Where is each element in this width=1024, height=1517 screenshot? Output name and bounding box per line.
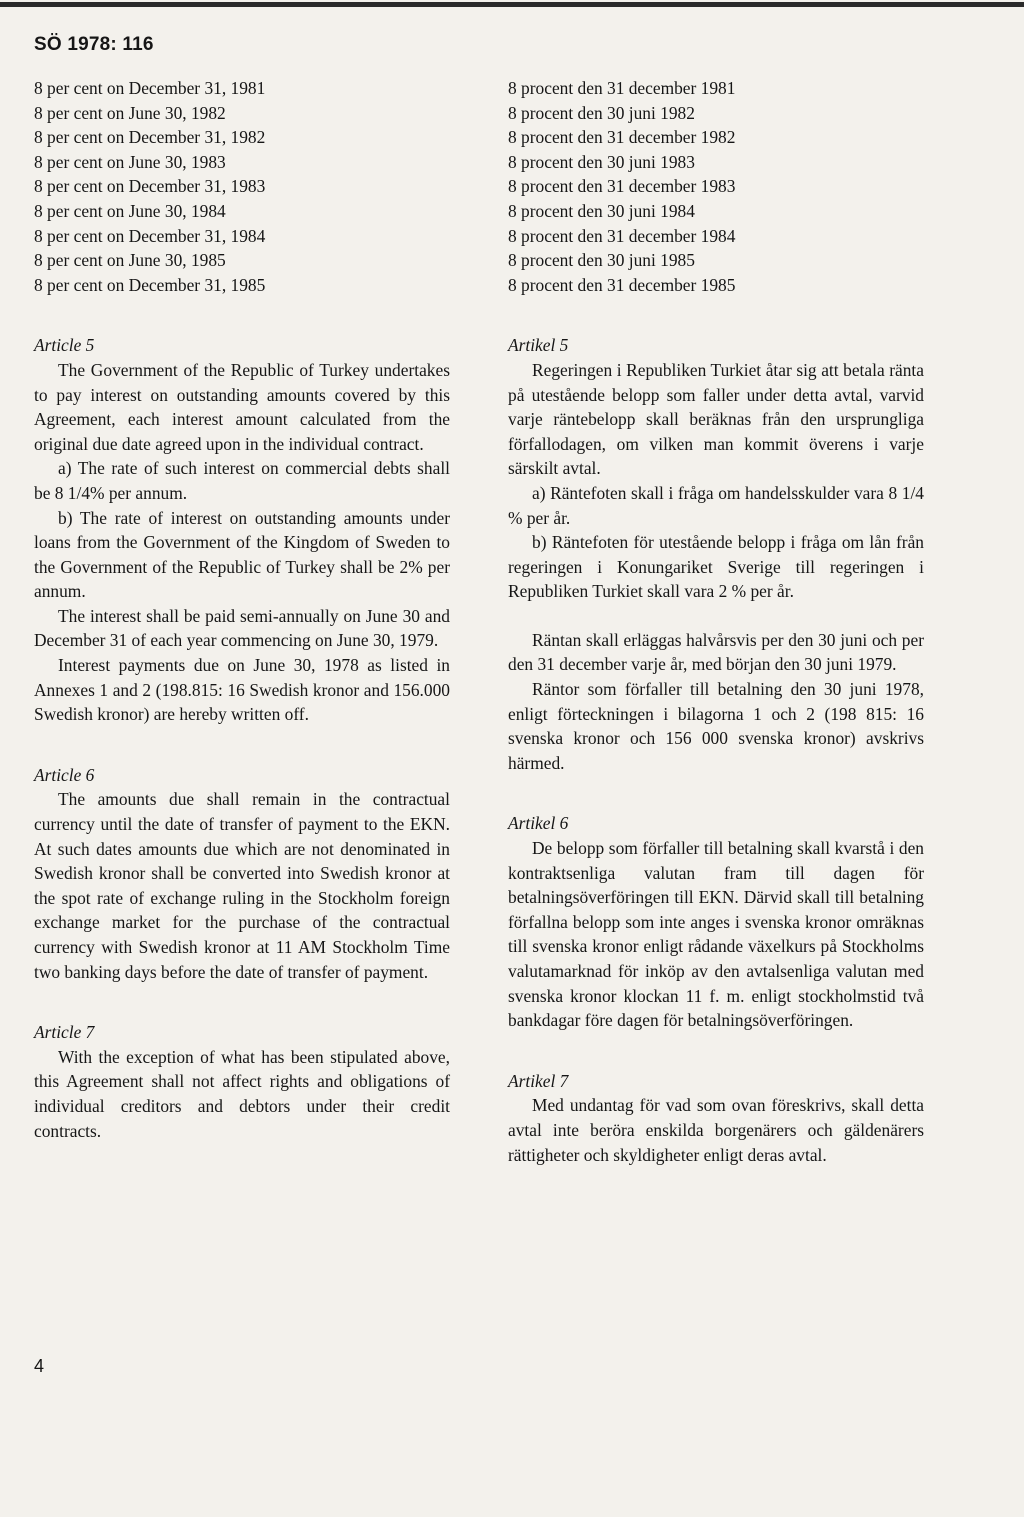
article-5-paragraph: a) The rate of such interest on commercial debts shall be 8 1/4% per annum. <box>34 458 450 503</box>
article-7-paragraph: With the exception of what has been stipulated above, this Agreement shall not affect rights and obligations of individual creditors and debtors under their credit contracts. <box>34 1046 450 1141</box>
english-column <box>34 76 450 1143</box>
artikel-5-paragraph: Räntan skall erläggas halvårsvis per den 30 juni och per den 31 december varje år, med början den 30 juni 1979. <box>508 629 924 675</box>
schedule-item: 8 per cent on December 31, 1985 <box>34 274 266 295</box>
article-5-paragraph: b) The rate of interest on outstanding amounts under loans from the Government of the Kingdom of Sweden to the Government of the Republic of Turkey shall be 2% per annum. <box>34 507 450 602</box>
article-7-heading: Article 7 <box>34 1022 95 1043</box>
page-title: SÖ 1978: 116 <box>34 34 154 55</box>
article-5-paragraph: The Government of the Republic of Turkey undertakes to pay interest on outstanding amounts covered by this Agreement, each interest amount calculated from the original due date agreed upon in the individual contract. <box>34 359 450 454</box>
schedule-item: 8 per cent on June 30, 1983 <box>34 151 226 172</box>
schedule-item: 8 procent den 30 juni 1983 <box>508 151 695 172</box>
artikel-5-paragraph: b) Räntefoten för utestående belopp i fråga om lån från regeringen i Konungariket Sverige till regeringen i Republiken Turkiet skall vara 2 % per år. <box>508 532 924 602</box>
schedule-item: 8 per cent on June 30, 1985 <box>34 250 226 271</box>
payment-schedule-sv <box>508 76 924 297</box>
top-border <box>0 2 1024 7</box>
swedish-column <box>508 76 924 1167</box>
artikel-7-paragraph: Med undantag för vad som ovan föreskrivs, skall detta avtal inte beröra enskilda borgenärers och gäldenärers rättigheter och skyldigheter enligt deras avtal. <box>508 1095 924 1165</box>
article-5-paragraph: The interest shall be paid semi-annually on June 30 and December 31 of each year commencing on June 30, 1979. <box>34 605 450 651</box>
page-number: 4 <box>34 1356 45 1376</box>
artikel-6-heading: Artikel 6 <box>508 813 569 834</box>
article-6-paragraph: The amounts due shall remain in the contractual currency until the date of transfer of payment to the EKN. At such dates amounts due which are not denominated in Swedish kronor shall be converted into Swedish kronor at the spot rate of exchange ruling in the Stockholm foreign exchange market for the purchase of the contractual currency with Swedish kronor at 11 AM Stockholm Time two banking days before the date of transfer of payment. <box>34 789 450 982</box>
schedule-item: 8 per cent on June 30, 1984 <box>34 200 226 221</box>
schedule-item: 8 procent den 30 juni 1982 <box>508 102 695 123</box>
schedule-item: 8 per cent on December 31, 1984 <box>34 225 266 246</box>
schedule-item: 8 procent den 31 december 1985 <box>508 274 736 295</box>
schedule-item: 8 per cent on December 31, 1983 <box>34 176 266 197</box>
artikel-7-heading: Artikel 7 <box>508 1070 569 1091</box>
article-5-heading: Article 5 <box>34 335 95 356</box>
payment-schedule-en <box>34 76 450 297</box>
schedule-item: 8 per cent on June 30, 1982 <box>34 102 226 123</box>
artikel-6-paragraph: De belopp som förfaller till betalning skall kvarstå i den kontraktsenliga valutan fram till dagen för betalningsöverföringen till EKN. Därvid skall till betalning förfallna belopp som inte anges i svenska kronor omräknas till svenska kronor enligt rådande växelkurs på Stockholms valutamarknad för inköp av den avtalsenliga valutan med svenska kronor klockan 11 f. m. enligt stockholmstid två bankdagar före dagen för betalningsöverföringen. <box>508 838 924 1031</box>
artikel-5-heading: Artikel 5 <box>508 335 569 356</box>
schedule-item: 8 per cent on December 31, 1981 <box>34 78 266 98</box>
schedule-item: 8 procent den 31 december 1982 <box>508 127 736 148</box>
schedule-item: 8 procent den 30 juni 1985 <box>508 250 695 271</box>
artikel-5-paragraph: Räntor som förfaller till betalning den 30 juni 1978, enligt förteckningen i bilagorna 1 och 2 (198 815: 16 svenska kronor och 156 000 svenska kronor) avskrivs härmed. <box>508 679 924 773</box>
article-6-heading: Article 6 <box>34 764 95 785</box>
schedule-item: 8 procent den 31 december 1984 <box>508 225 736 246</box>
article-5-paragraph: Interest payments due on June 30, 1978 as listed in Annexes 1 and 2 (198.815: 16 Swedish kronor and 156.000 Swedish kronor) are hereby written off. <box>34 655 450 725</box>
artikel-5-paragraph: Regeringen i Republiken Turkiet åtar sig att betala ränta på utestående belopp som faller under detta avtal, varvid varje räntebelopp skall beräknas från den ursprungliga förfallodagen, om vilken man kommit överens i varje särskilt avtal. <box>508 359 924 479</box>
schedule-item: 8 procent den 31 december 1983 <box>508 176 736 197</box>
artikel-5-paragraph: a) Räntefoten skall i fråga om handelsskulder vara 8 1/4 % per år. <box>508 482 924 528</box>
schedule-item: 8 procent den 31 december 1981 <box>508 78 736 98</box>
schedule-item: 8 procent den 30 juni 1984 <box>508 200 695 221</box>
schedule-item: 8 per cent on December 31, 1982 <box>34 127 266 148</box>
